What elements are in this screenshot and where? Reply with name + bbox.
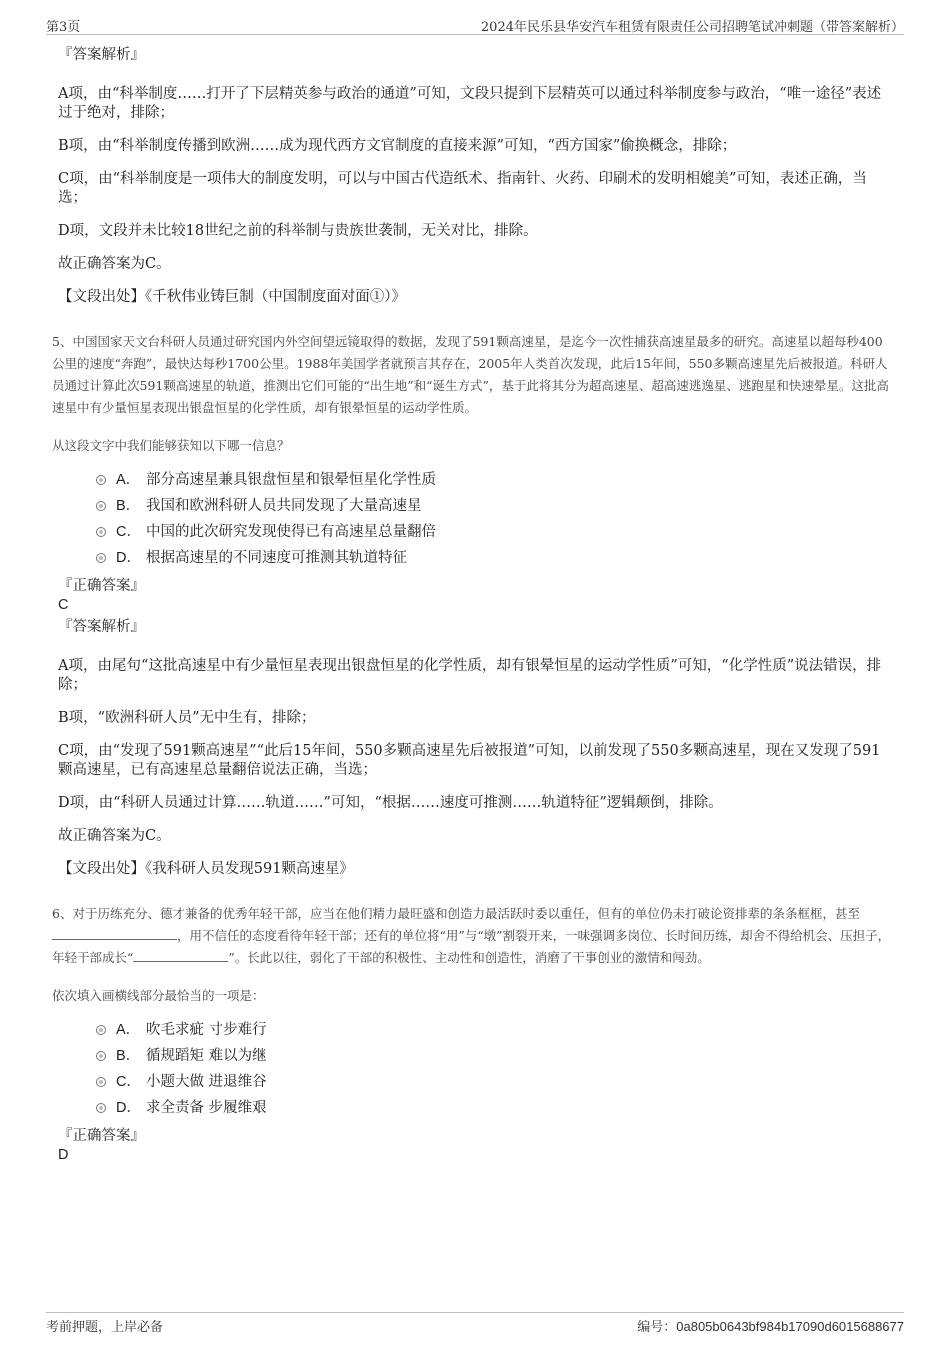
page-number: 第3页 (46, 20, 81, 35)
radio-icon[interactable] (96, 1025, 106, 1035)
prev-analysis-b: B项，由“科举制度传播到欧洲……成为现代西方文官制度的直接来源”可知，“西方国家”偷换概念，排除； (58, 138, 737, 154)
q6-option-c[interactable]: C． 小题大做 进退维谷 (96, 1069, 891, 1095)
q5-analysis-d: D项，由“科研人员通过计算……轨道……”可知，“根据……速度可推测……轨道特征”逻辑颠倒，排除。 (58, 795, 723, 811)
footer-slogan: 考前押题，上岸必备 (46, 1320, 164, 1335)
prev-analysis-c: C项，由“科举制度是一项伟大的制度发明，可以与中国古代造纸术、指南针、火药、印刷术的发明相媲美”可知，表述正确，当选； (58, 171, 867, 206)
q5-option-c[interactable]: C． 中国的此次研究发现使得已有高速星总量翻倍 (96, 519, 891, 545)
q6-option-d[interactable]: D． 求全责备 步履维艰 (96, 1095, 891, 1121)
radio-icon[interactable] (96, 527, 106, 537)
radio-icon[interactable] (96, 1103, 106, 1113)
radio-icon[interactable] (96, 553, 106, 563)
fill-blank-1 (52, 926, 177, 940)
radio-icon[interactable] (96, 1051, 106, 1061)
q5-analysis-a: A项，由尾句“这批高速星中有少量恒星表现出银盘恒星的化学性质，却有银晕恒星的运动学性质”可知，“化学性质”说法错误，排除； (58, 658, 882, 693)
q6-option-b[interactable]: B． 循规蹈矩 难以为继 (96, 1043, 891, 1069)
q5-option-d[interactable]: D． 根据高速星的不同速度可推测其轨道特征 (96, 545, 891, 571)
q5-source: 【文段出处】《我科研人员发现591颗高速星》 (58, 861, 354, 877)
radio-icon[interactable] (96, 475, 106, 485)
q5-question: 从这段文字中我们能够获知以下哪一信息？ (52, 438, 290, 453)
prev-conclusion: 故正确答案为C。 (58, 256, 171, 272)
q6-options (96, 1017, 891, 1121)
q5-analysis-b: B项，“欧洲科研人员”无中生有，排除； (58, 710, 316, 726)
q6-answer-label: 『正确答案』 (58, 1128, 145, 1144)
q5-answer-label: 『正确答案』 (58, 578, 145, 594)
q6-option-a[interactable]: A． 吹毛求疵 寸步难行 (96, 1017, 891, 1043)
prev-analysis-label: 『答案解析』 (58, 47, 145, 63)
q6-answer: D (58, 1147, 69, 1163)
q6-stem: 6、对于历练充分、德才兼备的优秀年轻干部，应当在他们精力最旺盛和创造力最活跃时委以重任，但有的单位仍未打破论资排辈的条条框框，甚至，用不信任的态度看待年轻干部；还有的单位将“用”与“墩”割裂开来，一味强调多岗位、长时间历练，却舍不得给机会、压担子，年轻干部成长“ ”。长此以往，弱化了干部的积极性、主动性和创造性，消磨了干事创业的激情和闯劲。 (52, 906, 891, 965)
page-footer (46, 1312, 904, 1333)
q6-question: 依次填入画横线部分最恰当的一项是： (52, 988, 265, 1003)
prev-source: 【文段出处】《千秋伟业铸巨制（中国制度面对面①）》 (58, 289, 406, 305)
q5-analysis-label: 『答案解析』 (58, 619, 145, 635)
q5-answer: C (58, 597, 69, 613)
q5-option-b[interactable]: B． 我国和欧洲科研人员共同发现了大量高速星 (96, 493, 891, 519)
radio-icon[interactable] (96, 501, 106, 511)
prev-analysis-d: D项，文段并未比较18世纪之前的科举制与贵族世袭制，无关对比，排除。 (58, 223, 538, 239)
q5-stem: 5、中国国家天文台科研人员通过研究国内外空间望远镜取得的数据，发现了591颗高速星，是迄今一次性捕获高速星最多的研究。高速星以超每秒400公里的速度“奔跑”，最快达每秒1700公里。1988年美国学者就预言其存在，2005年人类首次发现，此后15年间，550多颗高速星先后被报道。科研人员通过计算此次591颗高速星的轨道，推测出它们可能的“出生地”和“诞生方式”，基于此将其分为超高速星、超高速逃逸星、逃跑星和快速晕星。这批高速星中有少量恒星表现出银盘恒星的化学性质，却有银晕恒星的运动学性质。 (52, 334, 889, 415)
fill-blank-2 (133, 948, 228, 962)
q5-conclusion: 故正确答案为C。 (58, 828, 171, 844)
document-title: 2024年民乐县华安汽车租赁有限责任公司招聘笔试冲刺题（带答案解析） (480, 20, 904, 35)
q5-options (96, 467, 891, 571)
q5-analysis-c: C项，由“发现了591颗高速星”“此后15年间，550多颗高速星先后被报道”可知，以前发现了550多颗高速星，现在又发现了591颗高速星，已有高速星总量翻倍说法正确，当选； (58, 743, 881, 778)
document-code: 编号：0a805b0643bf984b17090d6015688677 (637, 1319, 904, 1335)
q5-option-a[interactable]: A． 部分高速星兼具银盘恒星和银晕恒星化学性质 (96, 467, 891, 493)
page-header (46, 16, 904, 35)
page-content (52, 46, 891, 1168)
prev-analysis-a: A项，由“科举制度……打开了下层精英参与政治的通道”可知，文段只提到下层精英可以通过科举制度参与政治，“唯一途径”表述过于绝对，排除； (58, 86, 882, 121)
radio-icon[interactable] (96, 1077, 106, 1087)
